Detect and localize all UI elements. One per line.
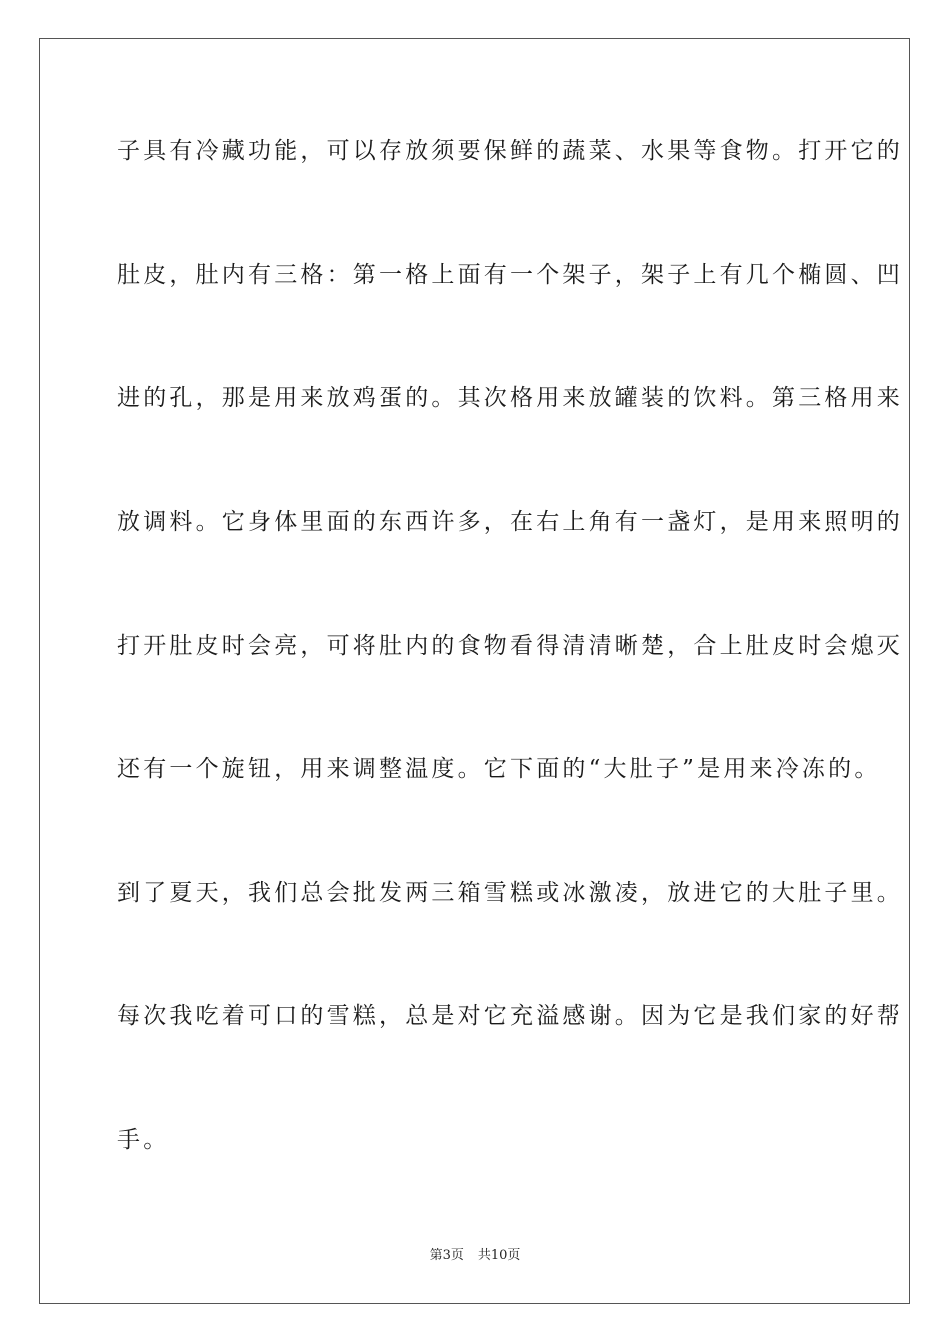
text-line: 子具有冷藏功能，可以存放须要保鲜的蔬菜、水果等食物。打开它的 <box>117 138 903 164</box>
text-line: 还有一个旋钮，用来调整温度。它下面的“大肚子”是用来冷冻的。 <box>117 756 881 782</box>
text-line: 手。 <box>117 1127 170 1153</box>
text-line: 进的孔，那是用来放鸡蛋的。其次格用来放罐装的饮料。第三格用来 <box>117 385 903 411</box>
page-border <box>39 38 910 1304</box>
text-line: 放调料。它身体里面的东西许多，在右上角有一盏灯，是用来照明的 <box>117 509 903 535</box>
page-number: 第3页 <box>429 1248 464 1263</box>
page-footer <box>0 1248 950 1264</box>
text-line: 肚皮，肚内有三格：第一格上面有一个架子，架子上有几个椭圆、凹 <box>117 262 903 288</box>
text-line: 每次我吃着可口的雪糕，总是对它充溢感谢。因为它是我们家的好帮 <box>117 1003 903 1029</box>
page-total: 共10页 <box>477 1248 521 1263</box>
text-line: 打开肚皮时会亮，可将肚内的食物看得清清晰楚，合上肚皮时会熄灭 <box>117 633 903 659</box>
text-line: 到了夏天，我们总会批发两三箱雪糕或冰激凌，放进它的大肚子里。 <box>117 880 903 906</box>
